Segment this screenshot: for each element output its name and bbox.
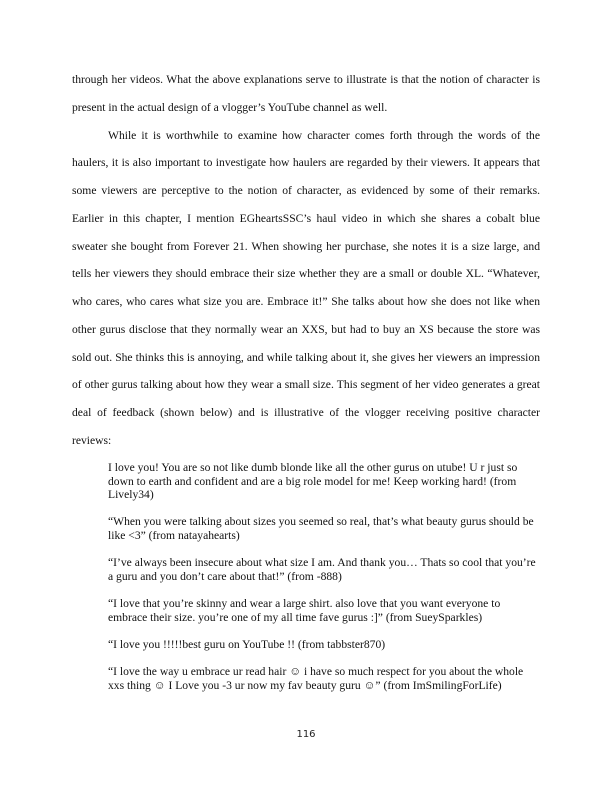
paragraph-continuation: through her videos. What the above explanations serve to illustrate is that the notion of character is present in the actual design of a vlogger’s YouTube channel as well. <box>72 73 540 114</box>
body-text <box>72 66 540 455</box>
quote-natayahearts: “When you were talking about sizes you seemed so real, that’s what beauty gurus should be like <3” (from natayahearts) <box>108 515 534 542</box>
paragraph-character-reviews: While it is worthwhile to examine how character comes forth through the words of the haulers, it is also important to investigate how haulers are regarded by their viewers. It appears that some viewers are perceptive to the notion of character, as evidenced by some of their remarks. Earlier in this chapter, I mention EGheartsSSC’s haul video in which she shares a cobalt blue sweater she bought from Forever 21. When showing her purchase, she notes it is a size large, and tells her viewers they should embrace their size whether they are a small or double XL. “Whatever, who cares, who cares what size you are. Embrace it!” She talks about how she does not like when other gurus disclose that they normally wear an XXS, but had to buy an XS because the store was sold out. She thinks this is annoying, and while talking about it, she gives her viewers an impression of other gurus talking about how they wear a small size. This segment of her video generates a great deal of feedback (shown below) and is illustrative of the vlogger receiving positive character reviews: <box>72 128 540 447</box>
quote-tabbster870: “I love you !!!!!best guru on YouTube !! (from tabbster870) <box>108 637 386 651</box>
quote-888: “I’ve always been insecure about what size I am. And thank you… Thats so cool that you’re a guru and you don’t care about that!” (from -888) <box>108 556 536 583</box>
quote-lively34: I love you! You are so not like dumb blonde like all the other gurus on utube! U r just so down to earth and confident and are a big role model for me! Keep working hard! (from Lively34) <box>108 461 518 502</box>
quote-sueysparkles: “I love that you’re skinny and wear a large shirt. also love that you want everyone to embrace their size. you’re one of my all time fave gurus :]” (from SueySparkles) <box>108 596 501 624</box>
quote-imsmilingforlife: “I love the way u embrace ur read hair ☺ i have so much respect for you about the whole xxs thing ☺ I Love you -3 ur now my fav beauty guru ☺” (from ImSmilingForLife) <box>108 664 524 692</box>
page-number: 116 <box>296 729 316 740</box>
block-quotes <box>108 461 540 692</box>
